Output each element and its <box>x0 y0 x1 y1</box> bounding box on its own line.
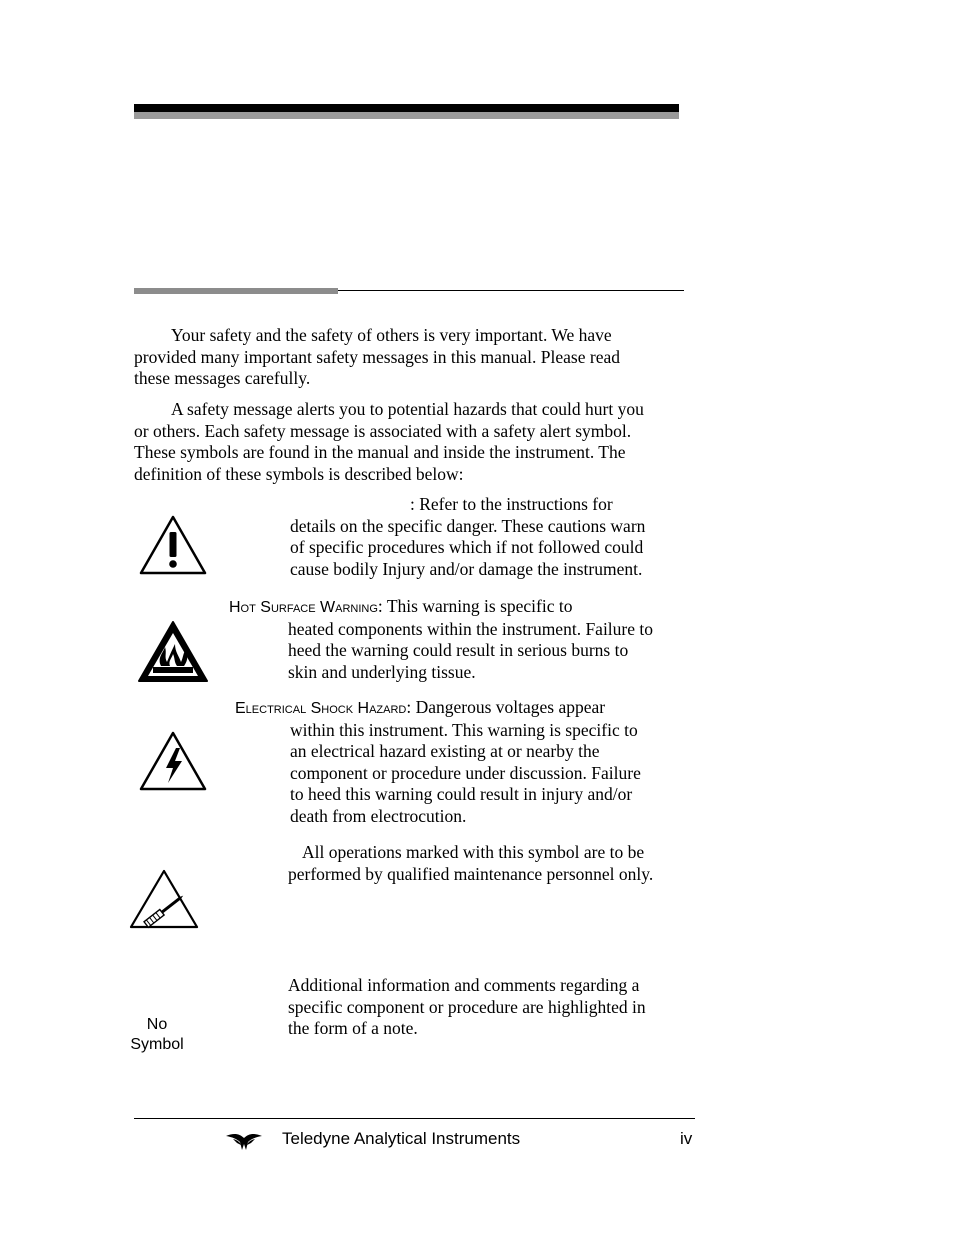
section-rule-accent <box>134 288 338 294</box>
electrical-shock-title: Electrical Shock Hazard <box>235 700 407 717</box>
footer-company: Teledyne Analytical Instruments <box>282 1129 521 1148</box>
technician-text: All operations marked with this symbol are to be performed by qualified maintenance personnel only. <box>288 842 654 884</box>
teledyne-logo-icon <box>225 1130 263 1152</box>
intro-paragraph-1: Your safety and the safety of others is very important. We have provided many important safety messages in this manual. Please read these messages carefully. <box>134 325 620 388</box>
header-bar <box>134 104 679 112</box>
header-bar-shadow <box>134 112 679 119</box>
note-text: Additional information and comments regarding a specific component or procedure are highlighted in the form of a note. <box>288 975 646 1038</box>
footer-rule <box>134 1118 695 1119</box>
exclamation-warning-icon <box>138 514 208 576</box>
hot-surface-title: Hot Surface Warning <box>229 599 378 616</box>
electrical-shock-text: Electrical Shock Hazard: Dangerous voltages appear within this instrument. This warning is specific to an electrical hazard existing at or nearby the component or procedure under discussion. Failure to heed this warning could result in injury and/or death from electrocution. <box>235 697 641 826</box>
general-warning-text: : Refer to the instructions for details on the specific danger. These cautions warn of specific procedures which if not followed could cause bodily Injury and/or damage the instrument. <box>290 494 646 579</box>
page-number: iv <box>680 1129 693 1148</box>
electrical-shock-icon <box>138 730 208 792</box>
no-symbol-label: No Symbol <box>130 1016 184 1053</box>
hot-surface-icon <box>137 620 209 683</box>
intro-paragraph-2: A safety message alerts you to potential hazards that could hurt you or others. Each safety message is associated with a safety alert symbol. These symbols are found in the manual and inside the instrument. The definition of these symbols is described below: <box>134 399 644 484</box>
screwdriver-technician-icon <box>128 868 200 930</box>
hot-surface-text: Hot Surface Warning: This warning is specific to heated components within the instrument. Failure to heed the warning could result in serious burns to skin and underlying tissue. <box>229 596 653 682</box>
